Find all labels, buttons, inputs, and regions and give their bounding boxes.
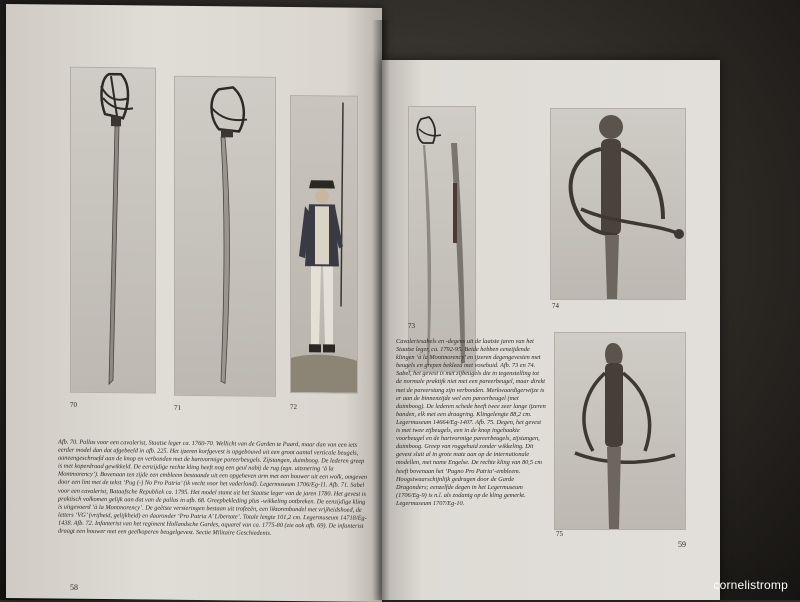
book-gutter (372, 20, 390, 600)
right-page (382, 60, 720, 600)
left-page-caption (58, 439, 370, 539)
figure-71-plate (174, 76, 276, 397)
basket-hilt-closeup-icon (551, 109, 685, 299)
hilt-closeup-icon (555, 333, 685, 529)
left-page (6, 4, 382, 602)
soldier-figure-icon (291, 96, 357, 393)
right-page-caption (396, 338, 546, 508)
page-number-right: 59 (678, 540, 686, 549)
pallasch-sword-icon (71, 68, 155, 393)
figure-74-plate (550, 108, 686, 300)
figure-70-plate (70, 67, 156, 394)
figure-73-number: 73 (408, 322, 415, 330)
right-caption-text: Cavaleriesabels en -degens uit de laatste jaren van het Staatse leger, ca. 1792-95. Beide hebben eenzijdende klingen ‘à la Montmorency’ en ijzeren degengevesten met beugels en grepen bekleed met vosehuid. Afb. 73 en 74. Sabel, het gevest is met zijbeugels die in tegenstelling tot de normale praktijk niet met een pareerbeugel, maar direkt met de pareerstang zijn verbonden. Merkwaardigerwijze is er aan de binnenzijde wel een pareerbeugel (met duimboog). De lederen schede heeft twee zeer lange ijzeren banden, elk met een draagring. Klingelengte 88,2 cm. Legermuseum 14664/Eg-1407. Afb. 75. Degen, het gevest is met twee zijbeugels, een in de knop ingehaakte voorbeugel en de hartvormige pareerbeugels, zijstangen, duimboog. Greep van roggehuid zonder wikkeling. Dit gevest sluit al in grote mate aan op de internationale modellen, met name Engelse. De rechte kling van 80,5 cm heeft bovenaan het ‘Pugno Pro Patria’-embleem. Hoogstwaarschijnlijk gedragen door de Garde Dragonders; eenzelfde degen in het Legermuseum (1706/Eg-9) is n.l. als zodanig op de kling gemerkt. Legermuseum 1707/Eg-10. (396, 338, 546, 507)
figure-71-number: 71 (174, 403, 181, 412)
figure-72-number: 72 (290, 403, 297, 412)
figure-75-plate (554, 332, 686, 530)
photographer-watermark: cornelistromp (713, 578, 788, 592)
figure-73-plate (408, 106, 476, 372)
page-number-left: 58 (70, 582, 78, 592)
sabre-and-scabbard-icon (409, 107, 475, 371)
figure-75-number: 75 (556, 530, 563, 538)
sabre-icon (175, 77, 275, 396)
figure-70-number: 70 (70, 400, 77, 409)
figure-72-plate (290, 95, 358, 394)
left-caption-text: Afb. 70. Pallas voor een cavalerist, Staatse leger ca. 1760-70. Wellicht van de Garden te Paard, maar dan van een iets eerder model dan dat afgebeeld in afb. 225. Het ijzeren korfgevest is opgebouwd uit een groot aantal verticale beugels, aaneengeschroefd aan de knop en verbonden met de hartvormige pareerbeugels. Zijstangen, duimboog. De lederen greep is met koperdraad gewikkeld. De eenzijdige rechte kling heeft nog een geul nabij de rug (zgn. uitsnering ‘à la Montmorency’). Bovenaan ten zijde een embleem bestaande uit een opgeheven arm met een houwer uit een wolk, omgeven door een lint met de tekst ‘Pug (-) No Pro Patria’ (ik vecht voor het vaderland). Legermuseum 1706/Eg-11. Afb. 71. Sabel voor een cavalerist, Bataafsche Republiek ca. 1795. Het model stamt uit het Staatse leger van de jaren 1780. Het gevest is praktisch volkomen gelijk aan dat van de pallas in afb. 68. Greepbekleding plus -wikkeling ontbreken. De eenzijdige kling is uitgevoerd ‘à la Montmorency’. De geëtste versieringen bestaan uit trofeeën, een liktorenbundel met vrijheidshoed, de letters ‘VG’ (vrijheid, gelijkheid) en daaronder ‘Pro Patria A’ Libertate’. Totale lengte 101,2 cm. Legermuseum 14718/Eg-1438. Afb. 72. Infanterist van het regiment Hollandsche Gardes, aquarel van ca. 1775-80 (zie ook afb. 69). De infanterist draagt een houwer met een geelkoperen beugelgevest. Sectie Militaire Geschiedenis. (58, 438, 368, 537)
figure-74-number: 74 (552, 302, 559, 310)
